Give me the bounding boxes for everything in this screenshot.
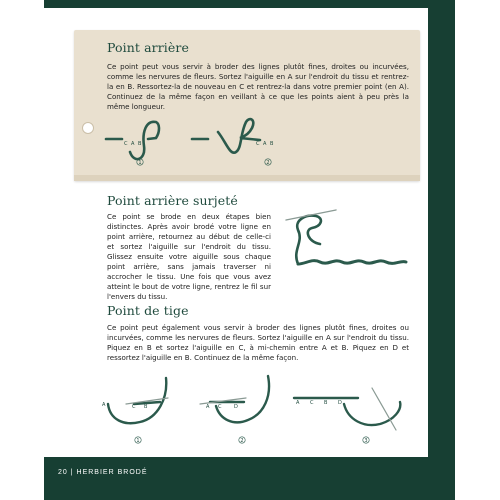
- step-number-2: 2: [266, 160, 270, 166]
- whipped-thread: [298, 261, 406, 264]
- label-b-3: B: [324, 400, 328, 406]
- label-a: A: [102, 402, 106, 408]
- section-text-point-de-tige: Ce point peut également vous servir à broder des lignes plutôt fines, droites ou incurvées, comme les nervures de fleurs. Sortez l'aiguille en A sur l'endroit du tissu. Piquez en B et sortez l'aiguille en C, à mi-chemin entre A et B. Piquez en D et ressortez l'aiguille en B. Continuez de la même façon.: [107, 323, 409, 362]
- label-c: C: [124, 141, 128, 147]
- diagram-point-arriere-surjete: [276, 206, 416, 278]
- frame-bottom-band: [44, 457, 455, 500]
- step-number-3: 3: [364, 438, 368, 444]
- label-a: A: [131, 141, 135, 147]
- label-c-2: C: [256, 141, 260, 147]
- section-text-point-arriere: Ce point peut vous servir à broder des lignes plutôt fines, droites ou incurvées, comme les nervures de fleurs. Sortez l'aiguille en A sur l'endroit du tissu et rentrez-la en B. Ressortez-la de nouveau en C et rentrez-la dans votre premier point (en A). Continuez de la même façon en veillant à ce que les points aient à peu près la même longueur.: [107, 62, 409, 111]
- section-title-point-arriere-surjete: Point arrière surjeté: [107, 193, 238, 208]
- tag-hole: [82, 122, 94, 134]
- needle: [286, 210, 336, 220]
- label-c-2: C: [218, 404, 222, 410]
- section-text-point-arriere-surjete: Ce point se brode en deux étapes bien distinctes. Après avoir brodé votre ligne en point arrière, retournez au début de celle-ci et sortez l'aiguille sur l'endroit du tissu. Glissez ensuite votre aiguille sous chaque point arrière, sans jamais traverser ni accrocher le tissu. Une fois que vous avez atteint le bout de votre ligne, rentrez le fil sur l'envers du tissu.: [107, 212, 271, 301]
- step-number-1: 1: [138, 160, 142, 166]
- label-d-2: D: [234, 404, 238, 410]
- thread-loop: [296, 216, 321, 264]
- page-number: 20: [58, 469, 68, 476]
- frame-top-band: [44, 0, 455, 8]
- thread-step-2: [216, 376, 269, 422]
- thread-step-1: [108, 378, 166, 423]
- thread-step-2: [218, 119, 260, 153]
- diagram-point-de-tige: [96, 368, 416, 448]
- section-title-point-arriere: Point arrière: [107, 40, 189, 55]
- frame-right-band: [428, 0, 455, 457]
- tag-edge: [74, 175, 420, 181]
- label-c: C: [132, 404, 136, 410]
- diagram-point-arriere: [100, 112, 300, 168]
- label-c-3: C: [310, 400, 314, 406]
- label-a-3: A: [296, 400, 300, 406]
- label-a-2: A: [206, 404, 210, 410]
- book-title: HERBIER BRODÉ: [76, 469, 148, 476]
- label-b: B: [144, 404, 148, 410]
- step-number-2: 2: [240, 438, 244, 444]
- step-number-1: 1: [136, 438, 140, 444]
- page-footer: [58, 469, 148, 476]
- section-title-point-de-tige: Point de tige: [107, 303, 189, 318]
- footer-separator: |: [70, 469, 74, 476]
- label-a-2: A: [263, 141, 267, 147]
- label-b-2: B: [270, 141, 274, 147]
- label-b: B: [138, 141, 142, 147]
- label-d-3: D: [338, 400, 342, 406]
